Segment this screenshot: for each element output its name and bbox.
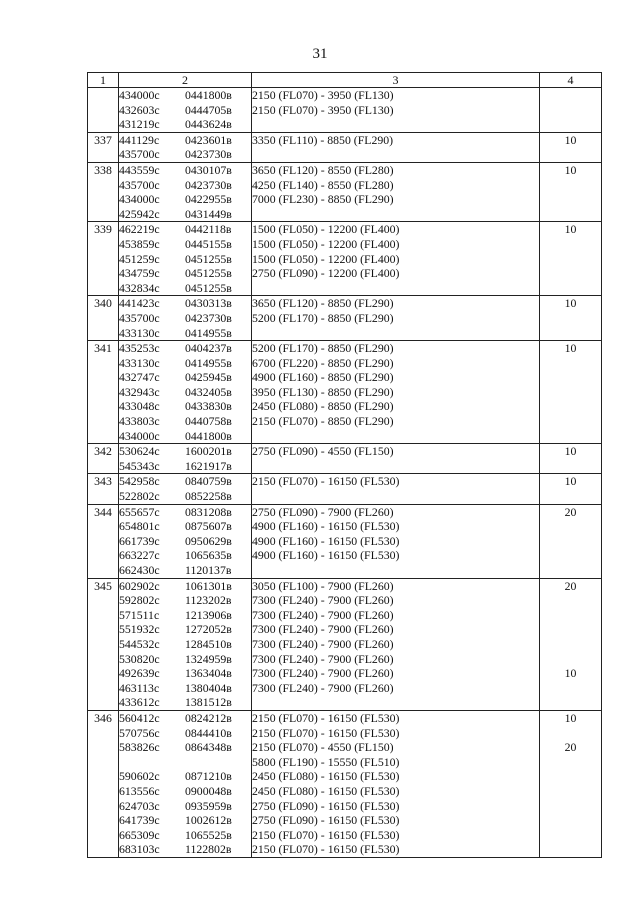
longitude: 0840759в [185,474,232,489]
longitude: 1363404в [185,666,232,681]
longitude: 0864348в [185,740,232,755]
separation-value [540,88,601,103]
row-number: 342 [88,444,119,474]
separation-value: 10 [564,162,577,177]
longitude: 0440758в [185,414,232,429]
coordinates-cell [119,710,252,857]
latitude: 530820с [119,651,160,666]
table-row [88,341,602,444]
latitude: 662430с [119,563,160,577]
coordinate-pair [119,505,251,520]
longitude: 0451255в [185,266,232,281]
altitude-range: 7300 (FL240) - 7900 (FL260) [252,636,394,651]
coordinate-pair [119,296,251,311]
coordinate-pair [119,237,251,252]
latitude: 441129с [119,132,160,147]
table-body [88,88,602,858]
altitude-range: 7300 (FL240) - 7900 (FL260) [252,651,394,666]
table-row [88,296,602,341]
coordinate-pair [119,444,251,459]
longitude: 0423730в [185,177,232,192]
altitude-range: 2150 (FL070) - 16150 (FL530) [252,474,400,489]
coordinate-pair [119,681,251,696]
longitude: 1213906в [185,607,232,622]
separation-value: 10 [564,444,577,459]
coordinates-cell [119,474,252,504]
altitude-levels-cell [252,474,540,504]
latitude: 433048с [119,399,160,414]
coordinate-pair [119,192,251,207]
latitude: 435700с [119,310,160,325]
separation-value: 10 [564,296,577,311]
latitude: 463113с [119,680,160,695]
longitude: 0425945в [185,370,232,385]
longitude: 1381512в [185,695,232,710]
longitude: 0430313в [185,296,232,311]
latitude: 433803с [119,414,160,429]
altitude-range: 2150 (FL070) - 16150 (FL530) [252,827,400,842]
altitude-range: 1500 (FL050) - 12200 (FL400) [252,222,400,237]
coordinate-pair [119,608,251,623]
coordinate-pair [119,813,251,828]
latitude: 435253с [119,341,160,356]
coordinate-pair [119,740,251,755]
coordinate-pair [119,281,251,296]
longitude: 0423730в [185,147,232,162]
longitude: 0441800в [185,88,232,102]
latitude: 435700с [119,147,160,162]
longitude: 0443624в [185,117,232,132]
row-number: 345 [88,578,119,710]
separation-cell [540,222,602,296]
column-header-3: 3 [252,73,540,88]
latitude: 492639с [119,666,160,681]
altitude-range: 3350 (FL110) - 8850 (FL290) [252,132,394,147]
separation-cell [540,710,602,857]
latitude: 441423с [119,296,160,311]
coordinate-pair [119,266,251,281]
longitude: 0900048в [185,783,232,798]
table-row [88,474,602,504]
longitude: 0950629в [185,533,232,548]
separation-cell [540,504,602,578]
separation-value [540,637,601,652]
altitude-range: 7300 (FL240) - 7900 (FL260) [252,593,394,608]
altitude-range: 2150 (FL070) - 8850 (FL290) [252,414,394,429]
latitude: 570756с [119,725,160,740]
latitude: 551932с [119,622,160,637]
altitude-range: 4900 (FL160) - 8850 (FL290) [252,370,394,385]
altitude-levels-cell [252,88,540,133]
altitude-range: 4250 (FL140) - 8550 (FL280) [252,177,394,192]
coordinate-pair [119,726,251,741]
altitude-levels-cell [252,504,540,578]
coordinates-cell [119,88,252,133]
coordinate-pair [119,489,251,504]
coordinate-pair [119,519,251,534]
coordinate-pair [119,563,251,578]
coordinate-pair [119,88,251,103]
separation-value: 10 [564,474,577,489]
coordinate-pair [119,652,251,667]
row-number [88,88,119,133]
longitude: 1065635в [185,548,232,563]
altitude-range: 5200 (FL170) - 8850 (FL290) [252,310,394,325]
altitude-range: 7300 (FL240) - 7900 (FL260) [252,666,394,681]
coordinates-cell [119,296,252,341]
longitude: 0445155в [185,236,232,251]
longitude: 1122802в [185,842,232,857]
latitude: 522802с [119,489,160,504]
altitude-range: 2450 (FL080) - 8850 (FL290) [252,399,394,414]
altitude-levels-cell [252,296,540,341]
latitude: 654801с [119,519,160,534]
table-row [88,504,602,578]
latitude: 530624с [119,444,160,459]
longitude: 1123202в [185,593,232,608]
latitude: 433612с [119,695,160,710]
altitude-range: 2150 (FL070) - 16150 (FL530) [252,725,400,740]
coordinate-pair [119,784,251,799]
latitude: 590602с [119,769,160,784]
coordinate-pair [119,385,251,400]
table-row [88,444,602,474]
coordinate-pair [119,341,251,356]
latitude: 583826с [119,740,160,755]
table-row [88,162,602,221]
coordinate-pair [119,534,251,549]
separation-value: 20 [564,740,577,755]
coordinate-pair [119,637,251,652]
altitude-range: 4900 (FL160) - 16150 (FL530) [252,519,400,534]
latitude: 661739с [119,533,160,548]
longitude: 0935959в [185,798,232,813]
latitude: 433130с [119,325,160,340]
latitude: 683103с [119,842,160,857]
row-number: 338 [88,162,119,221]
coordinates-cell [119,222,252,296]
longitude: 0404237в [185,341,232,356]
coordinates-cell [119,504,252,578]
longitude: 0875607в [185,519,232,534]
coordinate-pair [119,399,251,414]
longitude: 1002612в [185,813,232,828]
longitude: 0423601в [185,132,232,147]
coordinate-pair [119,103,251,118]
latitude: 432943с [119,384,160,399]
separation-cell [540,296,602,341]
latitude: 613556с [119,783,160,798]
longitude: 1600201в [185,444,232,459]
row-number: 341 [88,341,119,444]
latitude: 434000с [119,428,160,443]
latitude: 462219с [119,222,160,237]
separation-value: 10 [564,710,577,725]
longitude: 1324959в [185,651,232,666]
separation-value [540,652,601,667]
altitude-range: 2750 (FL090) - 16150 (FL530) [252,798,400,813]
coordinate-pair [119,799,251,814]
row-number: 340 [88,296,119,341]
longitude: 1065525в [185,827,232,842]
altitude-range: 4900 (FL160) - 16150 (FL530) [252,533,400,548]
altitude-range: 2150 (FL070) - 3950 (FL130) [252,102,394,117]
coordinate-pair [119,474,251,489]
coordinate-pair [119,414,251,429]
altitude-range: 1500 (FL050) - 12200 (FL400) [252,236,400,251]
altitude-range: 3650 (FL120) - 8550 (FL280) [252,162,394,177]
longitude: 0414955в [185,355,232,370]
longitude: 0831208в [185,504,232,519]
coordinates-cell [119,341,252,444]
longitude: 0433830в [185,399,232,414]
coordinate-pair [119,163,251,178]
altitude-range: 2450 (FL080) - 16150 (FL530) [252,769,400,784]
longitude: 1621917в [185,458,232,473]
altitude-range: 2150 (FL070) - 16150 (FL530) [252,710,400,725]
separation-value [540,726,601,741]
coordinate-pair [119,842,251,857]
longitude: 0432405в [185,384,232,399]
longitude: 0451255в [185,251,232,266]
latitude: 443559с [119,162,160,177]
latitude: 451259с [119,251,160,266]
coordinate-pair [119,695,251,710]
separation-cell [540,578,602,710]
latitude: 432834с [119,280,160,295]
row-number: 337 [88,132,119,162]
coordinate-pair [119,593,251,608]
latitude: 545343с [119,458,160,473]
longitude: 0871210в [185,769,232,784]
latitude: 434759с [119,266,160,281]
altitude-range: 1500 (FL050) - 12200 (FL400) [252,251,400,266]
altitude-levels-cell [252,162,540,221]
latitude: 453859с [119,236,160,251]
coordinate-pair [119,459,251,474]
coordinate-pair [119,356,251,371]
table-row [88,132,602,162]
altitude-range: 3950 (FL130) - 8850 (FL290) [252,384,394,399]
altitude-range: 3650 (FL120) - 8850 (FL290) [252,296,394,311]
latitude: 425942с [119,206,160,221]
altitude-range: 5200 (FL170) - 8850 (FL290) [252,341,394,356]
longitude: 0852258в [185,489,232,504]
separation-value [540,593,601,608]
altitude-range: 4900 (FL160) - 16150 (FL530) [252,548,400,563]
row-number: 346 [88,710,119,857]
latitude: 432747с [119,370,160,385]
coordinate-pair [119,429,251,444]
longitude: 0414955в [185,325,232,340]
coordinate-pair [119,769,251,784]
longitude: 0824212в [185,710,232,725]
separation-value: 20 [564,504,577,519]
separation-cell [540,132,602,162]
separation-value: 20 [564,578,577,593]
latitude: 655657с [119,504,160,519]
separation-value: 10 [564,341,577,356]
altitude-levels-cell [252,444,540,474]
altitude-range: 2150 (FL070) - 16150 (FL530) [252,842,400,857]
separation-value: 10 [564,666,577,681]
table-row [88,222,602,296]
longitude: 0844410в [185,725,232,740]
coordinate-pair [119,622,251,637]
longitude: 1061301в [185,578,232,593]
altitude-levels-cell [252,578,540,710]
longitude: 0441800в [185,428,232,443]
longitude: 0431449в [185,206,232,221]
longitude: 1120137в [185,563,232,577]
coordinate-pair [119,548,251,563]
altitude-range: 2750 (FL090) - 16150 (FL530) [252,813,400,828]
coordinate-pair [119,178,251,193]
altitude-range: 2150 (FL070) - 4550 (FL150) [252,740,394,755]
coordinate-pair [119,311,251,326]
coordinate-pair [119,370,251,385]
longitude: 0442118в [185,222,232,237]
latitude: 542958с [119,474,160,489]
coordinate-pair [119,252,251,267]
longitude: 1272052в [185,622,232,637]
page-number: 31 [312,46,328,62]
latitude: 571511с [119,607,160,622]
latitude: 663227с [119,548,160,563]
latitude: 665309с [119,827,160,842]
row-number: 344 [88,504,119,578]
separation-value [540,608,601,623]
altitude-range: 2750 (FL090) - 4550 (FL150) [252,444,394,459]
separation-cell [540,162,602,221]
longitude: 0430107в [185,162,232,177]
altitude-range: 2450 (FL080) - 16150 (FL530) [252,783,400,798]
coordinates-cell [119,578,252,710]
coordinates-cell [119,132,252,162]
table-header [88,73,602,88]
latitude: 624703с [119,798,160,813]
latitude: 434000с [119,88,160,102]
column-header-1: 1 [88,73,119,88]
altitude-levels-cell [252,341,540,444]
latitude: 431219с [119,117,160,132]
altitude-range: 2750 (FL090) - 12200 (FL400) [252,266,400,281]
coordinate-pair [119,207,251,222]
altitude-levels-cell [252,132,540,162]
coordinate-pair [119,147,251,162]
longitude: 1380404в [185,680,232,695]
latitude: 434000с [119,192,160,207]
altitude-range: 2750 (FL090) - 7900 (FL260) [252,504,394,519]
latitude: 641739с [119,813,160,828]
longitude: 0444705в [185,102,232,117]
separation-cell [540,474,602,504]
latitude: 592802с [119,593,160,608]
coordinates-cell [119,162,252,221]
separation-value [540,622,601,637]
table-row [88,710,602,857]
altitude-range: 7300 (FL240) - 7900 (FL260) [252,622,394,637]
header-row [88,73,602,88]
latitude: 432603с [119,102,160,117]
altitude-levels-cell [252,710,540,857]
coordinate-pair [119,222,251,237]
longitude: 0422955в [185,192,232,207]
latitude: 435700с [119,177,160,192]
coordinates-cell [119,444,252,474]
table-row [88,578,602,710]
longitude: 1284510в [185,636,232,651]
latitude: 544532с [119,636,160,651]
coordinate-pair [119,579,251,594]
latitude: 560412с [119,710,160,725]
airspace-table [87,72,602,858]
row-number: 339 [88,222,119,296]
altitude-range: 7300 (FL240) - 7900 (FL260) [252,680,394,695]
separation-cell [540,88,602,133]
latitude: 602902с [119,578,160,593]
altitude-levels-cell [252,222,540,296]
coordinate-pair [119,755,251,770]
altitude-range: 7000 (FL230) - 8850 (FL290) [252,192,394,207]
altitude-range: 3050 (FL100) - 7900 (FL260) [252,578,394,593]
column-header-2: 2 [119,73,252,88]
table-row [88,88,602,133]
coordinate-pair [119,828,251,843]
coordinate-pair [119,711,251,726]
altitude-range: 6700 (FL220) - 8850 (FL290) [252,355,394,370]
latitude: 433130с [119,355,160,370]
altitude-range: 7300 (FL240) - 7900 (FL260) [252,607,394,622]
row-number: 343 [88,474,119,504]
separation-cell [540,444,602,474]
longitude: 0451255в [185,280,232,295]
coordinate-pair [119,133,251,148]
coordinate-pair [119,117,251,132]
longitude: 0423730в [185,310,232,325]
column-header-4: 4 [540,73,602,88]
altitude-range: 5800 (FL190) - 15550 (FL510) [252,754,400,769]
separation-value: 10 [564,222,577,237]
separation-cell [540,341,602,444]
coordinate-pair [119,326,251,341]
separation-value: 10 [564,132,577,147]
coordinate-pair [119,666,251,681]
altitude-range: 2150 (FL070) - 3950 (FL130) [252,88,394,102]
